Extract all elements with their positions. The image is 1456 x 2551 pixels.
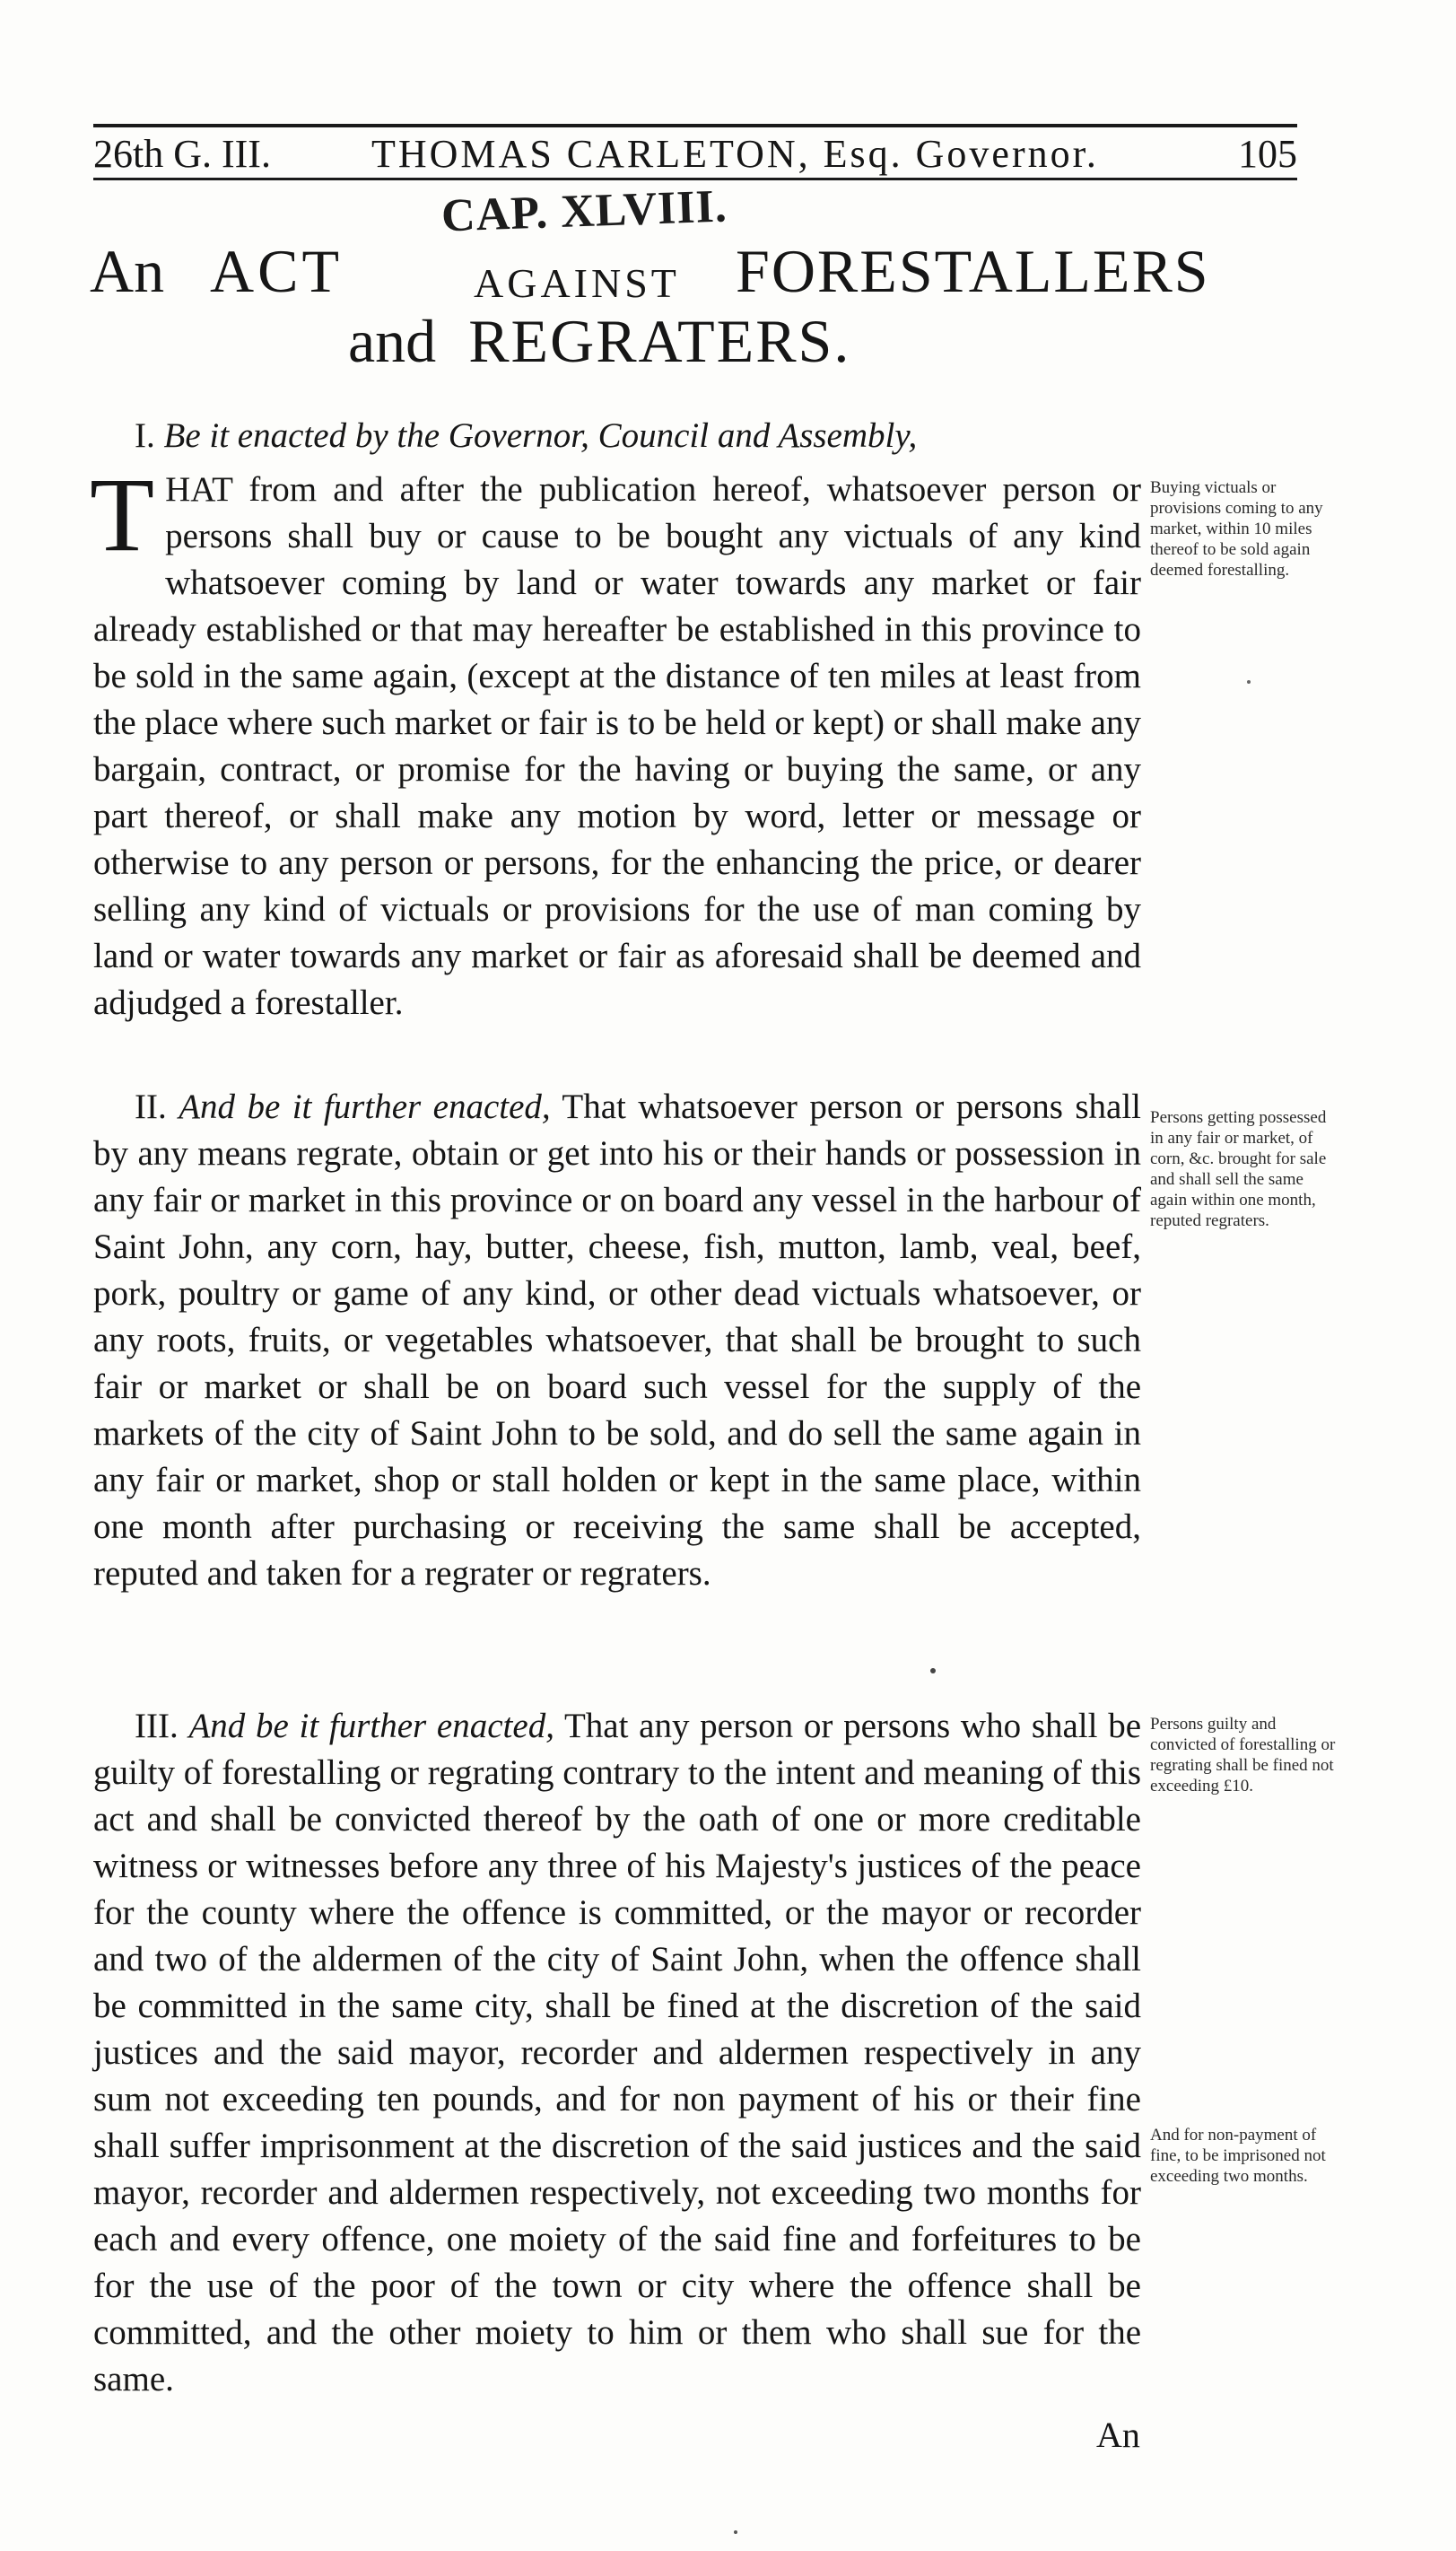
marginal-note-regrating: Persons getting possessed in any fair or market, of corn, &c. brought for sale and shall sell the same again within one month, reputed regraters. xyxy=(1150,1108,1327,1230)
section-2-numeral: II. xyxy=(135,1088,167,1126)
page-number: 105 xyxy=(1238,132,1297,176)
section-1-text: HAT from and after the publication hereof, whatsoever person or persons shall buy or cause to be bought any victuals of any kind whatsoever coming by land or water towards any market or fair already established or that may hereafter be established in this province to be sold in the same again, (except at the distance of ten miles at least from the place where such market or fair is to be held or kept) or shall make any bargain, contract, or promise for the having or buying the same, or any part thereof, or shall make any motion by word, letter or message or otherwise to any person or persons, for the enhancing the price, or dearer selling any kind of victuals or provisions for the use of man coming by land or water towards any market or fair as aforesaid shall be deemed and adjudged a forestaller. xyxy=(93,470,1141,1022)
act-title-line-2 xyxy=(348,305,976,377)
title-act: ACT xyxy=(210,237,343,305)
title-regraters: REGRATERS. xyxy=(468,307,851,375)
chapter-stamp: CAP. XLVIII. xyxy=(440,180,728,242)
act-title-line-1 xyxy=(90,235,1256,307)
section-3-numeral: III. xyxy=(135,1707,179,1745)
section-3-lead: And be it further enacted, xyxy=(188,1707,554,1745)
section-3-paragraph xyxy=(93,1703,1141,2403)
scan-speck xyxy=(930,1668,936,1673)
marginal-note-forestalling: Buying victuals or provisions coming to any market, within 10 miles thereof to be sold again deemed forestalling. xyxy=(1150,478,1323,580)
catchword: An xyxy=(1096,2415,1140,2455)
enacting-clause xyxy=(93,413,1141,459)
section-2-paragraph xyxy=(93,1084,1141,1597)
title-an: An xyxy=(90,237,165,305)
enacting-clause-text: Be it enacted by the Governor, Council and Assembly, xyxy=(163,416,918,455)
section-3-text: That any person or persons who shall be guilty of forestalling or regrating contrary to the intent and meaning of this act and shall be convicted thereof by the oath of one or more creditable witness or witnesses before any three of his Majesty's justices of the peace for the county where the offence is committed, or the mayor or recorder and two of the aldermen of the city of Saint John, when the offence shall be committed in the same city, shall be fined at the discretion of the said justices and the said mayor, recorder and aldermen respectively in any sum not exceeding ten pounds, and for non payment of his or their fine shall suffer imprisonment at the discretion of the said justices and the said mayor, recorder and aldermen respectively, not exceeding two months for each and every offence, one moiety of the said fine and forfeitures to be for the use of the poor of the town or city where the offence shall be committed, and the other moiety to him or them who shall sue for the same. xyxy=(93,1707,1141,2398)
section-1-numeral: I. xyxy=(135,416,155,455)
marginal-note-penalty: Persons guilty and convicted of forestalling or regrating shall be fined not exceeding £10. xyxy=(1150,1715,1336,1795)
drop-cap: T xyxy=(90,456,155,573)
section-2-text: That whatsoever person or persons shall by any means regrate, obtain or get into his or their hands or possession in any fair or market in this province or on board any vessel in the harbour of Saint John, any corn, hay, butter, cheese, fish, mutton, lamb, veal, beef, pork, poultry or game of any kind, or other dead victuals whatsoever, or any roots, fruits, or vegetables whatsoever, that shall be brought to such fair or market or shall be on board such vessel for the supply of the markets of the city of Saint John to be sold, and do sell the same again in any fair or market, shop or stall holden or kept in the same place, within one month after purchasing or receiving the same shall be accepted, reputed and taken for a regrater or regraters. xyxy=(93,1088,1141,1593)
title-and: and xyxy=(348,307,437,375)
scan-speck xyxy=(1247,680,1251,684)
section-1-paragraph xyxy=(90,456,1141,1027)
header-regnal-year: 26th G. III. xyxy=(93,132,271,176)
marginal-note-imprisonment: And for non-payment of fine, to be imprisoned not exceeding two months. xyxy=(1150,2126,1326,2186)
section-2-lead: And be it further enacted, xyxy=(179,1088,551,1126)
running-header xyxy=(93,124,1297,180)
title-forestallers: FORESTALLERS xyxy=(736,237,1210,305)
scan-speck xyxy=(734,2530,737,2534)
title-against: AGAINST xyxy=(474,260,680,306)
header-governor: THOMAS CARLETON, Esq. Governor. xyxy=(371,132,1099,176)
